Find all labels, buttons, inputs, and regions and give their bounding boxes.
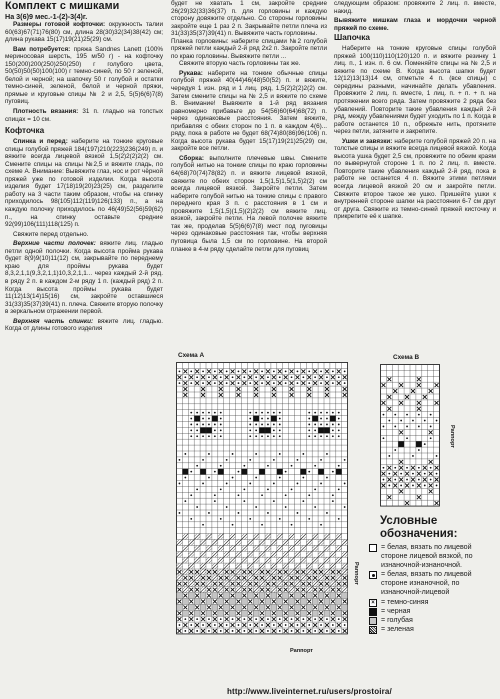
legend-items — [368, 543, 496, 634]
kofta-para-0: Спинка и перед: наберите на тонкие круговые спицы голубой пряжей 184(197)210(223)236(249) п. и вяжите всегда лицевой вязкой 1,5(2)2(2)2(2) см. Смените спицы на спицы №2,5 и вяжите гладь, по схеме А. Внимание: Вывяжите глаз, нос и рот чёрной пряжей уже по готовой изделии. Когда высота изделия будет 17(18)19(20)23(25) см, разделите работу на 3 части таким образом, чтобы на спинку приходилось 98(105)112(119)126(133) п., а на каждую полочку приходилось по 46(49)52(56)59(62) п., на спинку оставьте средние 92(99)106(111)118(125) п. — [5, 138, 163, 229]
kofta-block — [5, 138, 163, 335]
sleeves-assembly-block — [171, 70, 327, 255]
col2-para-planka: Планка горловины: наберите спицами №2 голубой пряжей петли каждый 2-й ряд 2х2 п. Закройте петли по краю горловины. Вывяжите петли ... — [171, 37, 327, 60]
col2-para-1: будет не хватать 1 см, закройте средние 26(29)32(33)36(37) п. для горловины и каждую сторону довяжите отдельно. Со стороны горловины закройте еще 1 раз 2 п. Закрывайте петли плеча из 31(33)35(37)39(41) п. Вывяжите часть горловины. — [171, 0, 327, 38]
ears-para-0: Ушки и завязки: наберите голубой пряжей 20 п. на толстые спицы и вяжите всегда лицевой вязкой. Когда высота ушка будет 2,5 см, провяжите по обеим краям по вывернутой стороне 1 п. по 2 лиц. п. вместе. Повторите такие убавления каждый 2-й ряд, пока в работе не останется 4 п. Вяжите этими петлями всегда лицевой вязкой 20 см и закройте петли. Свяжите второе такое же ушко. Пришейте ушки к внутренней стороне шапки на расстоянии 6-7 см друг от друга. Свяжите из темно-синей пряжей кисточку и прикрепите её к шапке. — [334, 137, 496, 221]
legend-text: = белая, вязать по лицевой стороне лицевой вязкой, по изнаночной-изнаночной. — [381, 543, 473, 570]
legend-item-gray — [368, 616, 496, 625]
sleeves-lead-1: Сборка: — [179, 154, 204, 162]
legend-title-1: Условные — [380, 515, 438, 527]
legend-swatch-gray — [369, 617, 377, 625]
intro-lead-0: Размеры готовой кофточки: — [13, 21, 106, 28]
sleeves-lead-0: Рукава: — [179, 69, 203, 77]
ears-block — [334, 138, 496, 223]
chart-b-raport-vertical: Раппорт — [449, 425, 455, 449]
section-title-shapka: Шапочка — [334, 33, 370, 43]
chart-a-raport-vertical: Раппорт — [353, 562, 359, 586]
kofta-para-2: Верхние части полочек: вяжите лиц. гладью петли одной полочки. Когда высота пройма рукава будет 8(9)9(10)11(12) см, закрывайте по переднему краю для проймы рукава будет 8,3,2,1,1(9,3,2,1,1)10,3,2,1,1... через каждый 2-й ряд. в ряду 2 п. в каждом 2-м ряду 1 п. (каждый ряд) 2 п. Когда высота проймы рукава будет 11(12)13(14)15(16) см, закройте оставшиеся 31(33)35(37)39(41) п. плеча. Свяжите вторую полочку в зеркальном отражении первой. — [5, 240, 163, 316]
kofta-lead-2: Верхние части полочек: — [13, 240, 96, 248]
col3-para-2: Наберите на тонкие круговые спицы голубой пряжей 100(110)110(120)120 п. и вяжите резинку 1 лиц. п., 1 изн. п. 6 см. Поменяйте спицы на № 2,5 и вяжите по схеме В. Когда высота шапки будет 12(12)13(13)14 см, отметьте 4 п. (все спицы) с середины разными, начинайте делать убавления. Провяжите 2 лиц. п. вместе, 1 лиц. п. + п. + п. на протяжении всего ряда. Затем провяжите 2 ряда без убавлений. Повторите такие убавления каждый 2-й ряд, между убавлениями будет уходить по 1 п. Когда в работе останется 10 п., обрежьте нить, протяните через петли, затяните и закрепите. — [334, 45, 496, 136]
intro-para-1: Вам потребуется: пряжа Sandnes Lanett (100% мериносовая шерсть, 195 м/50 г) - на кофточку 150(200)200(250)250(250) г голубого цвета, 50(50)50(50)100(100) г темно-синей, по 50 г зеленой, белой и черной; на шапочку 50 г голубой и остатки темно-синей, зеленой, белой и черной пряжи, прямые и круговые спицы № 2 и 2,5, 5(5)6(6)7(8) пуговиц. — [5, 45, 163, 106]
legend-text: = белая, вязать по лицевой стороне изнаночной, по изнаночной-лицевой — [381, 570, 472, 597]
chart-a-grid — [176, 362, 350, 638]
legend-item-black — [368, 607, 496, 616]
legend-swatch-black — [369, 608, 377, 616]
chart-a-label: Схема А — [178, 352, 205, 359]
legend-swatch-white — [369, 544, 377, 552]
legend-swatch-x: × — [369, 599, 377, 607]
col2-para-2: Свяжите вторую часть горловины так же. — [179, 60, 301, 68]
ears-lead-0: Ушки и завязки: — [342, 137, 393, 145]
intro-block — [5, 21, 163, 125]
intro-lead-1: Вам потребуется: — [13, 45, 71, 53]
intro-para-0: Размеры готовой кофточки: окружность талии 60(63)67(71)76(80) см, длина 28(30)32(34)38(42) см; длина рукава 15(17)19(21)25(29) см. — [5, 21, 163, 44]
sizes-line: На 3(6)9 мес.-1-(2)-3(4)г. — [5, 12, 88, 21]
section-title-kofta: Кофточка — [5, 126, 45, 136]
column-right — [334, 0, 496, 223]
chart-a-raport-horizontal: Раппорт — [290, 648, 314, 654]
kofta-lead-3: Верхняя часть спинки: — [13, 317, 94, 325]
legend-item-hatch — [368, 625, 496, 634]
kofta-lead-0: Спинка и перед: — [13, 138, 68, 146]
page-title: Комплект с мишками — [5, 0, 120, 12]
legend-title-2: обозначения: — [380, 527, 458, 540]
intro-para-2: Плотность вязания: 31 п. гладью на толстых спицах = 10 см. — [5, 108, 163, 123]
legend-text: = черная — [381, 606, 411, 615]
sleeves-para-0: Рукава: наберите на тонкие обычные спицы голубой пряжей 40(44)46(48)50(52) п. и вяжите, чередуя 1 изн. ряд и 1 лиц. ряд, 1,5(2)2(2)2(2) см. Затем смените спицы на № 2,5 и вяжите по схеме В. Внимание! Вывяжите в 1-й ряд вязания равномерно прибавьте до 54(56)60(64)68(72) п. через одинаковые расстояния. Затем вяжите, прибавляя с обеих сторон по 1 п. в каждом 4(6)... ряду, пока в работе не будет 68(74)80(86)96(106) п. Когда высота рукава будет 15(17)19(21)25(29) см, закройте все петли. — [171, 69, 327, 153]
legend-text: = зеленая — [381, 624, 414, 633]
chart-b-label: Схема В — [393, 354, 420, 361]
chart-b-grid — [380, 364, 440, 508]
intro-lead-2: Плотность вязания: — [13, 108, 79, 116]
legend-text: = голубая — [381, 615, 413, 624]
legend-swatch-dot — [369, 571, 377, 579]
column-left — [5, 0, 163, 335]
legend-swatch-hatch — [369, 626, 377, 634]
col3-para-1: Вывяжите мишкам глаза и мордочки черной пряжей по схеме. — [334, 17, 496, 32]
kofta-para-1: Свяжите перед отдельно. — [13, 230, 89, 238]
sleeves-para-1: Сборка: выполните плечевые швы. Смените голубой нитью на тонкие спицы по краю горловины 64(68)70(74)78(82) п. и вяжите лицевой вязкой, свяжите по обеих сторон 1,5(1,5)1,5(1,5)2(2) см всегда лицевой вязкой. Закройте петли. Затем наберите голубой нитью на тонкие спицы с правого переднего края 3 п. с расстояния в 1 см и провяжите 1,5(1,5)(1,5)(2)2(2) см вяжите лиц. вязкой, закройте петли. На левой полочке вяжите так же, проделав 5(5)6(6)7(8) мест под пуговицы через одинаковые расстояния так, чтобы верхняя пуговица была 1,5 см по горловине. На второй планке в 4-м ряду сделайте петли для пуговиц — [171, 154, 327, 253]
legend-text: = темно-синяя — [381, 597, 429, 606]
footer-url: http://www.liveinternet.ru/users/prostoira/ — [227, 687, 392, 696]
legend-item-dot — [368, 570, 496, 597]
legend-item-x — [368, 598, 496, 607]
legend-item-white — [368, 543, 496, 570]
col3-para-0: следующим образом: провяжите 2 лиц. п. вместе, накид. — [334, 0, 496, 15]
column-middle — [171, 0, 327, 255]
legend — [368, 515, 496, 634]
kofta-para-3: Верхняя часть спинки: вяжите лиц. гладью. Когда от длины готового изделия — [5, 317, 163, 333]
